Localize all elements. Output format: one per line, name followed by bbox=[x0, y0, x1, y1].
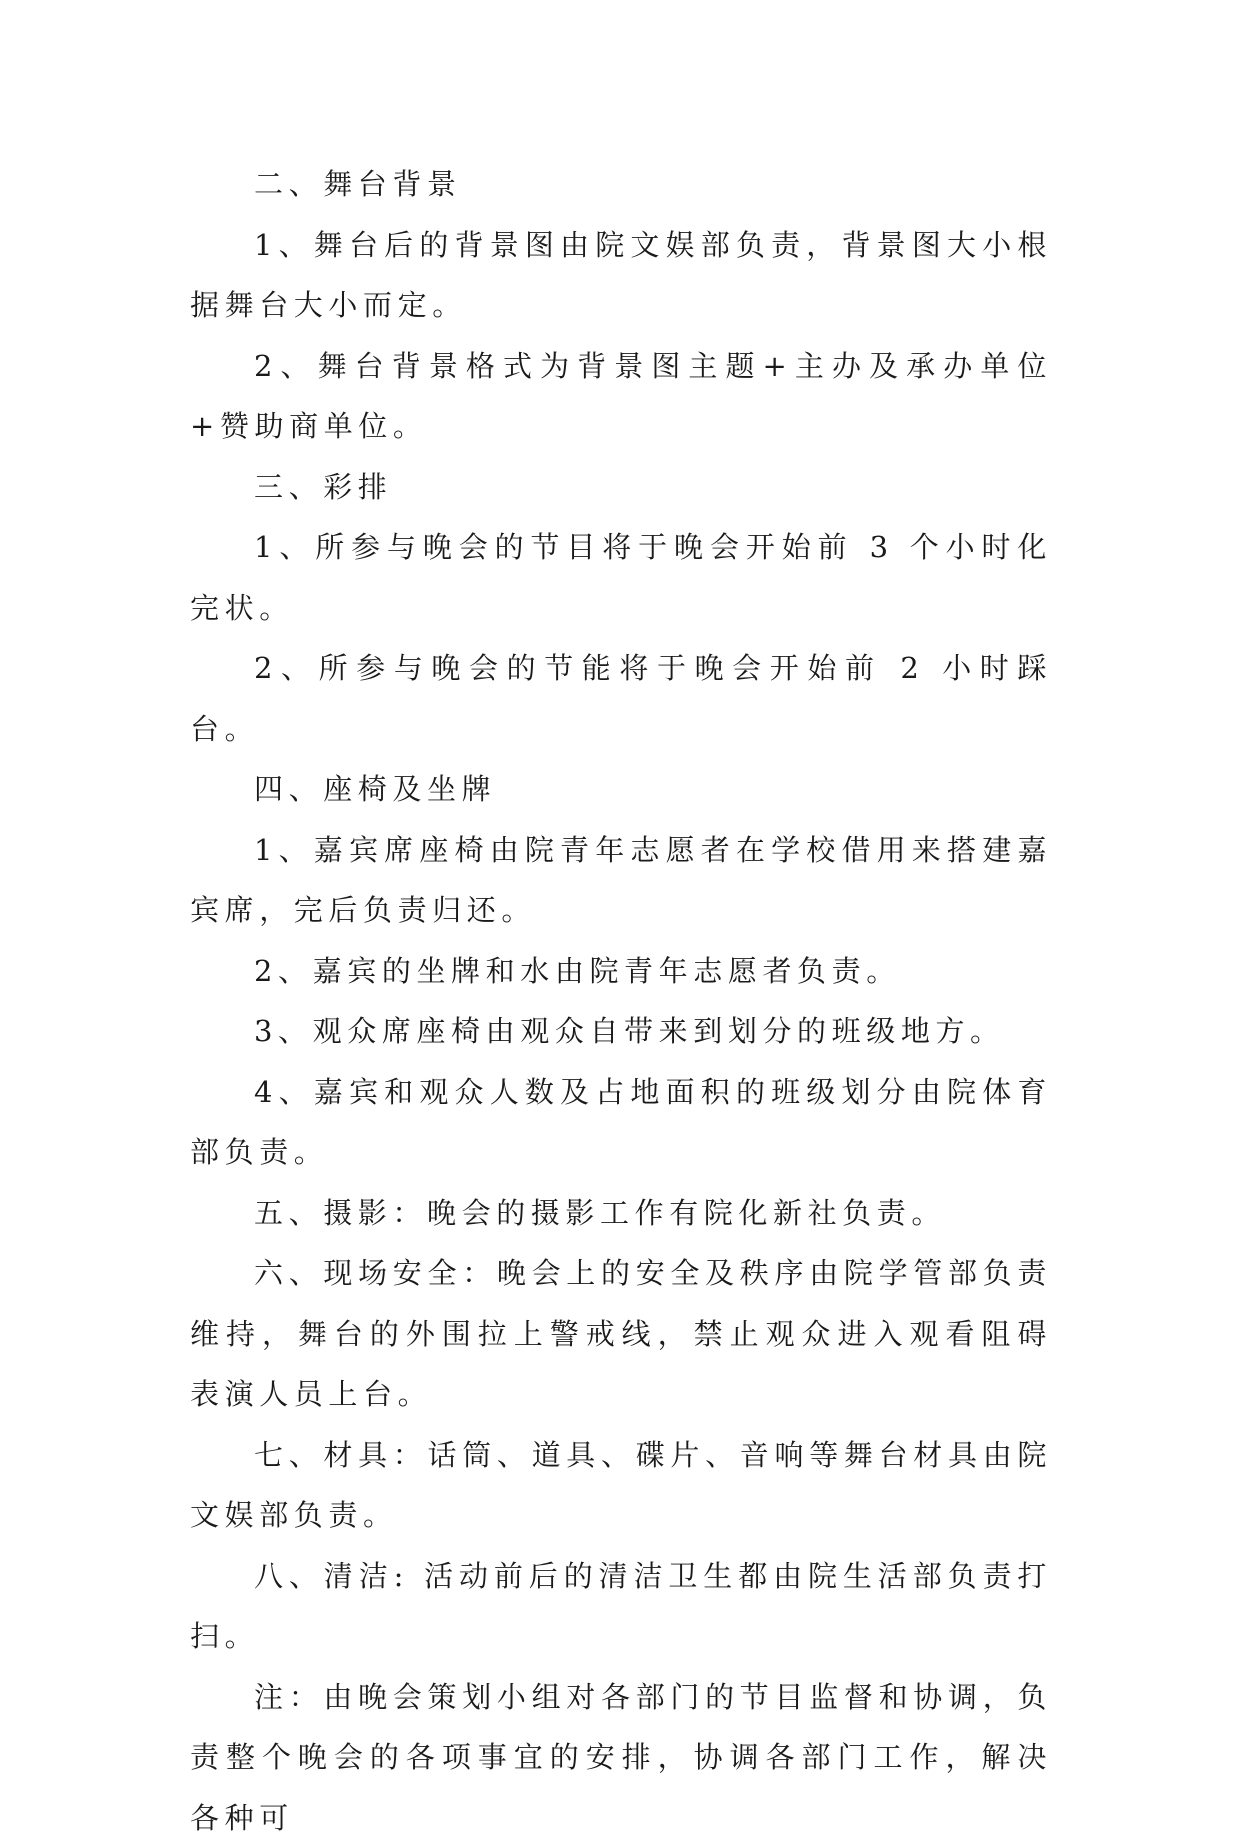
section-heading-seats: 四、座椅及坐牌 bbox=[190, 759, 1052, 820]
paragraph: 2、所参与晚会的节能将于晚会开始前 2 小时踩台。 bbox=[190, 638, 1052, 759]
section-photography: 五、摄影：晚会的摄影工作有院化新社负责。 bbox=[190, 1183, 1052, 1244]
paragraph: 2、舞台背景格式为背景图主题+主办及承办单位+赞助商单位。 bbox=[190, 336, 1052, 457]
document-body bbox=[190, 154, 1052, 1848]
paragraph: 2、嘉宾的坐牌和水由院青年志愿者负责。 bbox=[190, 941, 1052, 1002]
section-heading-rehearsal: 三、彩排 bbox=[190, 457, 1052, 518]
paragraph: 1、所参与晚会的节目将于晚会开始前 3 个小时化完状。 bbox=[190, 517, 1052, 638]
paragraph: 1、舞台后的背景图由院文娱部负责，背景图大小根据舞台大小而定。 bbox=[190, 215, 1052, 336]
section-equipment: 七、材具：话筒、道具、碟片、音响等舞台材具由院文娱部负责。 bbox=[190, 1425, 1052, 1546]
paragraph: 4、嘉宾和观众人数及占地面积的班级划分由院体育部负责。 bbox=[190, 1062, 1052, 1183]
paragraph: 1、嘉宾席座椅由院青年志愿者在学校借用来搭建嘉宾席，完后负责归还。 bbox=[190, 820, 1052, 941]
section-site-safety: 六、现场安全：晚会上的安全及秩序由院学管部负责维持，舞台的外围拉上警戒线，禁止观众进入观看阻碍表演人员上台。 bbox=[190, 1243, 1052, 1425]
paragraph: 3、观众席座椅由观众自带来到划分的班级地方。 bbox=[190, 1001, 1052, 1062]
section-heading-stage-background: 二、舞台背景 bbox=[190, 154, 1052, 215]
section-cleaning: 八、清洁: 活动前后的清洁卫生都由院生活部负责打扫。 bbox=[190, 1546, 1052, 1667]
note-paragraph: 注：由晚会策划小组对各部门的节目监督和协调，负责整个晚会的各项事宜的安排，协调各部门工作，解决各种可 bbox=[190, 1667, 1052, 1848]
